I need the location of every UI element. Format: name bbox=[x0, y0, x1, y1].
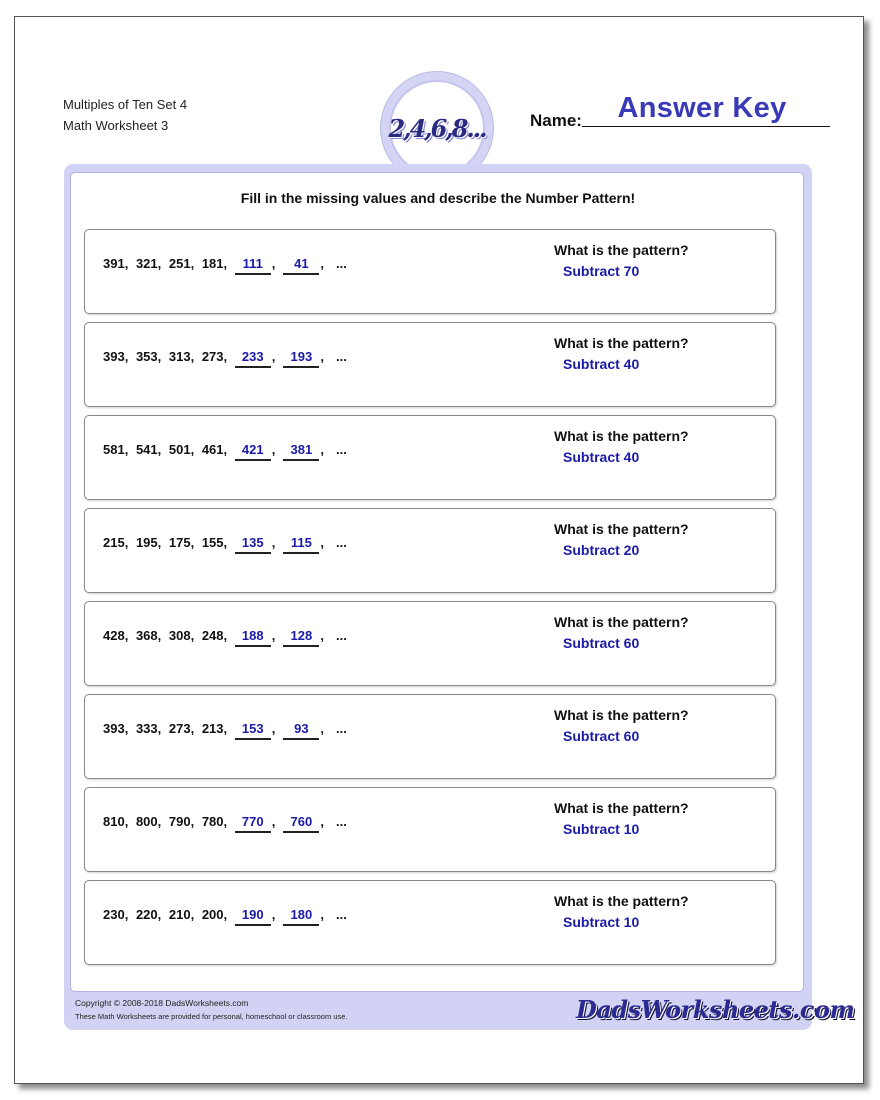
answer-blank[interactable]: 233 bbox=[235, 349, 271, 368]
answer-blank[interactable]: 421 bbox=[235, 442, 271, 461]
answer-blank[interactable]: 180 bbox=[283, 907, 319, 926]
ellipsis: ... bbox=[336, 535, 347, 550]
ellipsis: ... bbox=[336, 628, 347, 643]
sequence-number: 810, bbox=[103, 814, 129, 829]
worksheet-subtitle: Math Worksheet 3 bbox=[63, 118, 169, 133]
problem-row bbox=[84, 880, 776, 965]
sequence-number: 220, bbox=[135, 907, 162, 922]
ellipsis: ... bbox=[336, 721, 347, 736]
comma: , bbox=[271, 907, 276, 922]
pattern-question: What is the pattern? bbox=[554, 893, 689, 909]
problem-row bbox=[84, 787, 776, 872]
sequence-number: 200, bbox=[201, 907, 228, 922]
sequence-number: 251, bbox=[168, 256, 195, 271]
answer-blank[interactable]: 188 bbox=[235, 628, 271, 647]
comma: , bbox=[320, 442, 324, 457]
problem-row bbox=[84, 322, 776, 407]
sequence-number: 308, bbox=[168, 628, 195, 643]
number-sequence bbox=[103, 535, 347, 554]
answer-blank[interactable]: 153 bbox=[235, 721, 271, 740]
comma: , bbox=[320, 535, 324, 550]
answer-blank[interactable]: 115 bbox=[283, 535, 319, 554]
comma: , bbox=[320, 814, 324, 829]
footer-copyright: Copyright © 2008-2018 DadsWorksheets.com bbox=[75, 998, 249, 1008]
number-sequence bbox=[103, 814, 347, 833]
sequence-number: 780, bbox=[201, 814, 228, 829]
ellipsis: ... bbox=[336, 256, 347, 271]
answer-blank[interactable]: 111 bbox=[235, 256, 271, 275]
comma: , bbox=[271, 442, 276, 457]
ellipsis: ... bbox=[336, 814, 347, 829]
pattern-answer[interactable]: Subtract 70 bbox=[563, 263, 640, 279]
pattern-question: What is the pattern? bbox=[554, 521, 689, 537]
answer-blank[interactable]: 760 bbox=[283, 814, 319, 833]
pattern-answer[interactable]: Subtract 10 bbox=[563, 821, 640, 837]
sequence-number: 368, bbox=[135, 628, 162, 643]
problem-row bbox=[84, 694, 776, 779]
number-sequence bbox=[103, 721, 347, 740]
sequence-number: 155, bbox=[201, 535, 228, 550]
logo-text: 2,4,6,8... bbox=[388, 113, 486, 143]
sequence-number: 428, bbox=[103, 628, 129, 643]
worksheet-title: Multiples of Ten Set 4 bbox=[63, 97, 188, 112]
logo-badge-inner bbox=[389, 80, 485, 176]
number-sequence bbox=[103, 256, 347, 275]
pattern-answer[interactable]: Subtract 40 bbox=[563, 356, 640, 372]
problem-row bbox=[84, 601, 776, 686]
sequence-number: 321, bbox=[135, 256, 162, 271]
sequence-number: 391, bbox=[103, 256, 129, 271]
problems-panel bbox=[64, 164, 855, 1030]
ellipsis: ... bbox=[336, 442, 347, 457]
answer-blank[interactable]: 770 bbox=[235, 814, 271, 833]
pattern-answer[interactable]: Subtract 20 bbox=[563, 542, 640, 558]
pattern-question: What is the pattern? bbox=[554, 707, 689, 723]
comma: , bbox=[320, 349, 324, 364]
comma: , bbox=[271, 256, 276, 271]
pattern-answer[interactable]: Subtract 10 bbox=[563, 914, 640, 930]
sequence-number: 215, bbox=[103, 535, 129, 550]
sequence-number: 393, bbox=[103, 349, 129, 364]
pattern-question: What is the pattern? bbox=[554, 614, 689, 630]
sequence-number: 195, bbox=[135, 535, 162, 550]
answer-blank[interactable]: 381 bbox=[283, 442, 319, 461]
number-sequence bbox=[103, 907, 347, 926]
ellipsis: ... bbox=[336, 907, 347, 922]
pattern-answer[interactable]: Subtract 40 bbox=[563, 449, 640, 465]
comma: , bbox=[320, 907, 324, 922]
sequence-number: 800, bbox=[135, 814, 162, 829]
sequence-number: 501, bbox=[168, 442, 195, 457]
sequence-number: 353, bbox=[135, 349, 162, 364]
comma: , bbox=[271, 535, 276, 550]
comma: , bbox=[271, 628, 276, 643]
problem-row bbox=[84, 415, 776, 500]
comma: , bbox=[320, 721, 324, 736]
comma: , bbox=[271, 721, 276, 736]
problem-row bbox=[84, 508, 776, 593]
sequence-number: 273, bbox=[201, 349, 228, 364]
sequence-number: 461, bbox=[201, 442, 228, 457]
answer-key-label: Answer Key bbox=[617, 92, 787, 124]
answer-blank[interactable]: 41 bbox=[283, 256, 319, 275]
sequence-number: 175, bbox=[168, 535, 195, 550]
pattern-question: What is the pattern? bbox=[554, 800, 689, 816]
sequence-number: 213, bbox=[201, 721, 228, 736]
number-sequence bbox=[103, 349, 347, 368]
comma: , bbox=[320, 256, 324, 271]
footer-note: These Math Worksheets are provided for personal, homeschool or classroom use. bbox=[75, 1012, 348, 1021]
pattern-answer[interactable]: Subtract 60 bbox=[563, 728, 640, 744]
number-sequence bbox=[103, 442, 347, 461]
answer-blank[interactable]: 93 bbox=[283, 721, 319, 740]
ellipsis: ... bbox=[336, 349, 347, 364]
sequence-number: 230, bbox=[103, 907, 129, 922]
sequence-number: 313, bbox=[168, 349, 195, 364]
answer-blank[interactable]: 190 bbox=[235, 907, 271, 926]
sequence-number: 210, bbox=[168, 907, 195, 922]
name-line bbox=[582, 126, 830, 127]
sequence-number: 248, bbox=[201, 628, 228, 643]
sequence-number: 790, bbox=[168, 814, 195, 829]
pattern-question: What is the pattern? bbox=[554, 428, 689, 444]
answer-blank[interactable]: 135 bbox=[235, 535, 271, 554]
sequence-number: 181, bbox=[201, 256, 228, 271]
pattern-question: What is the pattern? bbox=[554, 242, 689, 258]
problem-row bbox=[84, 229, 776, 314]
number-sequence bbox=[103, 628, 347, 647]
pattern-answer[interactable]: Subtract 60 bbox=[563, 635, 640, 651]
comma: , bbox=[320, 628, 324, 643]
sequence-number: 333, bbox=[135, 721, 162, 736]
sequence-number: 393, bbox=[103, 721, 129, 736]
sequence-number: 581, bbox=[103, 442, 129, 457]
name-label: Name: bbox=[530, 111, 582, 130]
pattern-question: What is the pattern? bbox=[554, 335, 689, 351]
comma: , bbox=[271, 349, 276, 364]
brand-logo: DadsWorksheets.com bbox=[576, 995, 855, 1024]
sequence-number: 541, bbox=[135, 442, 162, 457]
comma: , bbox=[271, 814, 276, 829]
answer-blank[interactable]: 128 bbox=[283, 628, 319, 647]
instructions: Fill in the missing values and describe the Number Pattern! bbox=[240, 190, 636, 206]
sequence-number: 273, bbox=[168, 721, 195, 736]
answer-blank[interactable]: 193 bbox=[283, 349, 319, 368]
